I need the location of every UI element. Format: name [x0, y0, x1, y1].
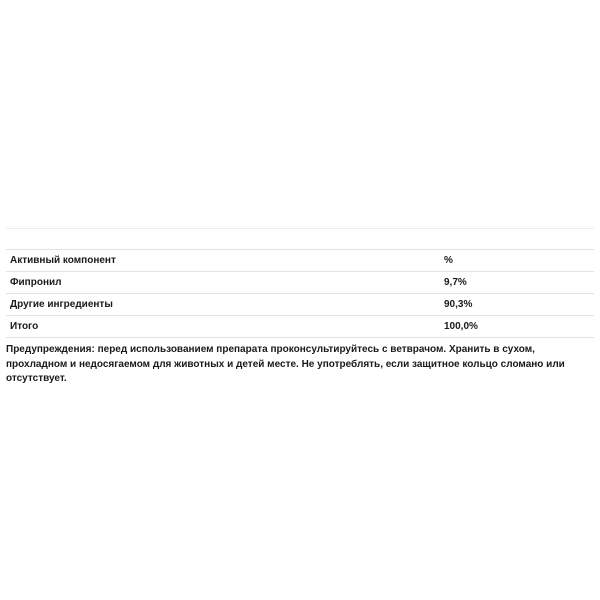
section-divider [6, 228, 594, 229]
header-cell-component: Активный компонент [6, 250, 440, 272]
table-row [6, 294, 594, 316]
header-cell-percent: % [440, 250, 594, 272]
ingredient-name: Итого [6, 316, 440, 338]
ingredient-percent: 90,3% [440, 294, 594, 316]
table-row [6, 272, 594, 294]
ingredient-percent: 9,7% [440, 272, 594, 294]
table-row [6, 316, 594, 338]
ingredient-percent: 100,0% [440, 316, 594, 338]
ingredients-table [6, 249, 594, 338]
table-header-row [6, 250, 594, 272]
ingredient-name: Фипронил [6, 272, 440, 294]
ingredient-name: Другие ингредиенты [6, 294, 440, 316]
warning-text: Предупреждения: перед использованием препарата проконсультируйтесь с ветврачом. Хранить в сухом, прохладном и недосягаемом для животных и детей месте. Не употреблять, если защитное кольцо сломано или отсутствует. [6, 344, 565, 384]
